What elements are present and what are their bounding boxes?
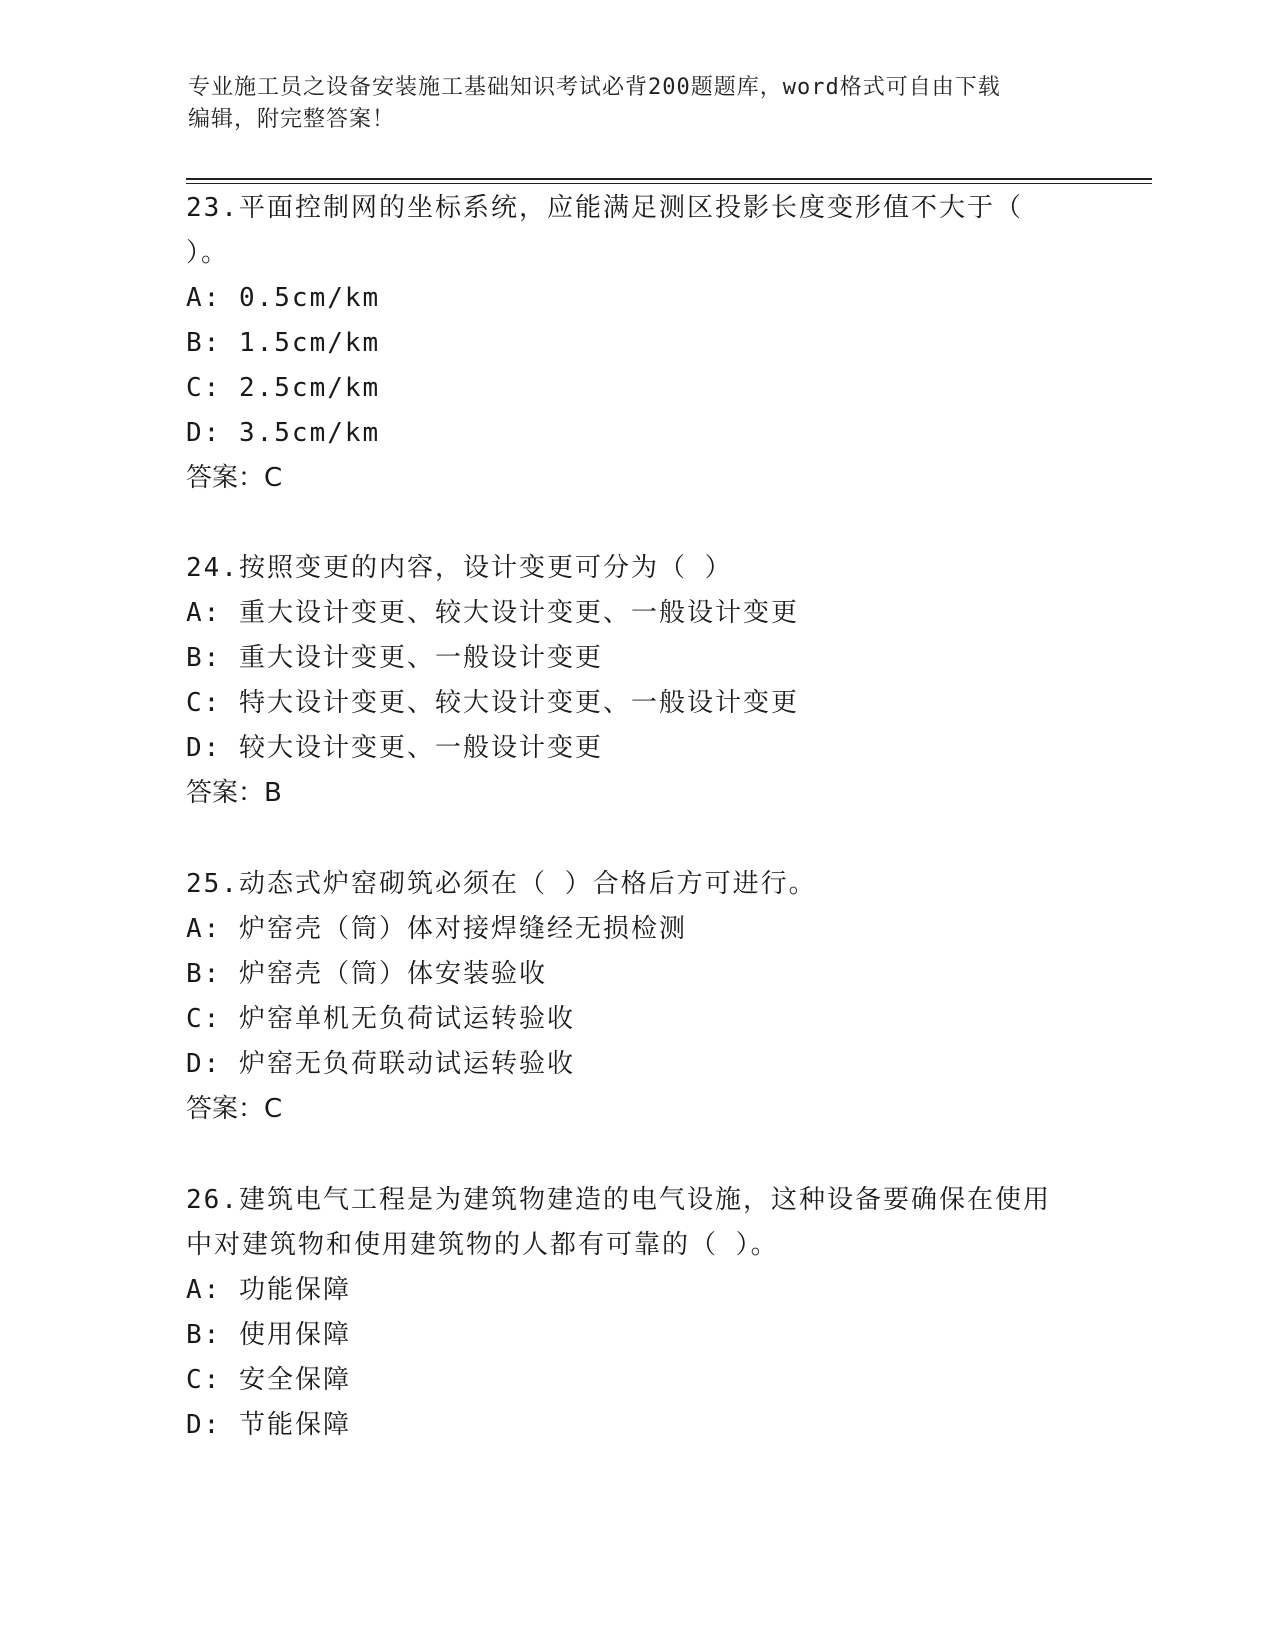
option-d: D: 较大设计变更、一般设计变更 [186,733,603,763]
option-b: B: 1.5cm/km [186,328,381,358]
option-d: D: 3.5cm/km [186,418,381,448]
question-24 [186,546,1086,816]
document-header [188,72,1088,136]
header-divider-thin [186,183,1152,184]
option-c: C: 安全保障 [186,1365,351,1395]
header-divider-thick [186,178,1152,180]
question-23 [186,186,1086,501]
header-line-2: 编辑，附完整答案！ [188,107,396,132]
option-b: B: 炉窑壳（筒）体安装验收 [186,959,547,989]
question-stem-line-2: ）。 [186,238,230,268]
option-c: C: 炉窑单机无负荷试运转验收 [186,1004,575,1034]
answer: 答案：C [186,1094,283,1124]
option-d: D: 炉窑无负荷联动试运转验收 [186,1049,575,1079]
option-a: A: 功能保障 [186,1275,351,1305]
option-a: A: 重大设计变更、较大设计变更、一般设计变更 [186,598,799,628]
question-stem-line-1: 26.建筑电气工程是为建筑物建造的电气设施，这种设备要确保在使用 [186,1185,1051,1215]
option-c: C: 2.5cm/km [186,373,381,403]
header-line-1: 专业施工员之设备安装施工基础知识考试必背200题题库，word格式可自由下载 [188,75,1001,100]
question-stem-line-1: 24.按照变更的内容，设计变更可分为（ ） [186,553,733,583]
question-stem-line-2: 中对建筑物和使用建筑物的人都有可靠的（ ）。 [186,1230,779,1260]
option-c: C: 特大设计变更、较大设计变更、一般设计变更 [186,688,799,718]
option-a: A: 0.5cm/km [186,283,381,313]
answer: 答案：C [186,463,283,493]
option-b: B: 重大设计变更、一般设计变更 [186,643,603,673]
option-b: B: 使用保障 [186,1320,351,1350]
question-stem-line-1: 23.平面控制网的坐标系统，应能满足测区投影长度变形值不大于（ [186,193,1023,223]
option-d: D: 节能保障 [186,1410,351,1440]
question-26 [186,1178,1086,1448]
question-25 [186,862,1086,1132]
option-a: A: 炉窑壳（筒）体对接焊缝经无损检测 [186,914,687,944]
answer: 答案：B [186,778,282,808]
question-stem-line-1: 25.动态式炉窑砌筑必须在（ ）合格后方可进行。 [186,869,817,899]
